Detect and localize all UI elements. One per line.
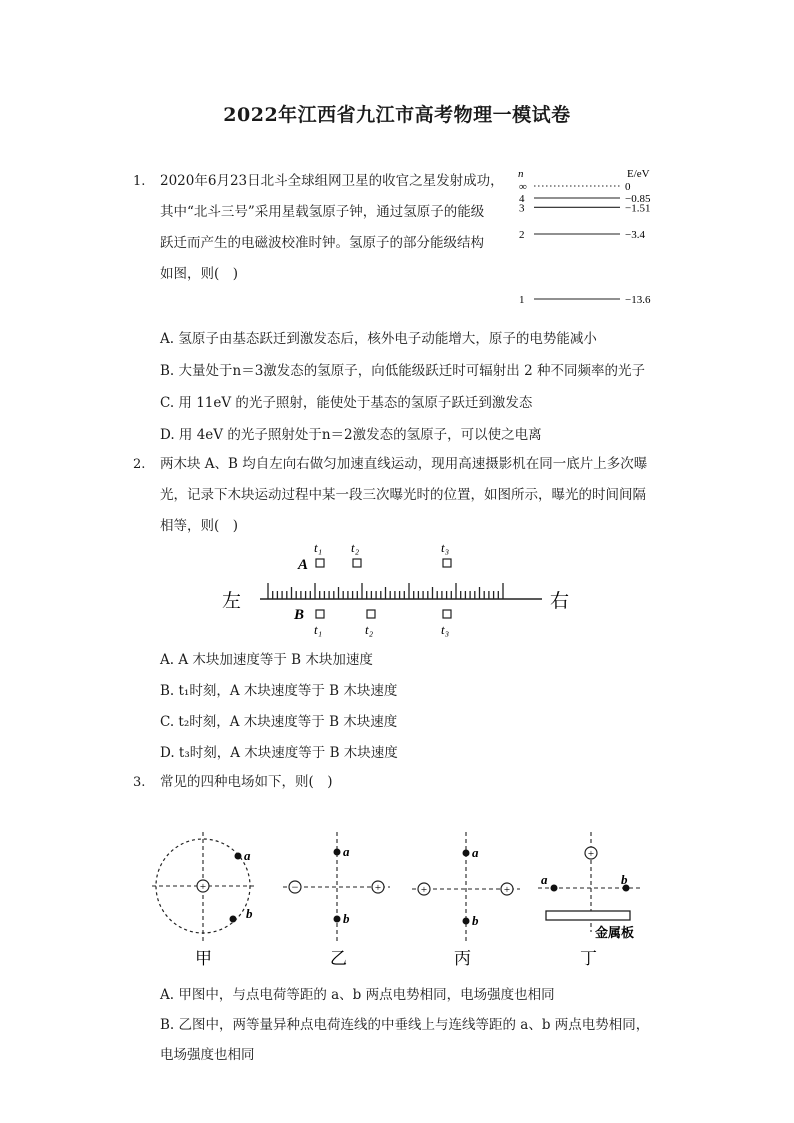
block-b-t3 bbox=[443, 610, 451, 618]
svg-text:b: b bbox=[621, 872, 628, 887]
svg-text:b: b bbox=[246, 906, 253, 921]
field-jia bbox=[152, 832, 254, 968]
question-1-option-c[interactable]: C. 用 11eV 的光子照射，能使处于基态的氢原子跃迁到激发态 bbox=[160, 395, 533, 411]
question-3-option-b[interactable]: B. 乙图中，两等量异种点电荷连线的中垂线上与连线等距的 a、b 两点电势相同， bbox=[160, 1017, 650, 1033]
block-a-t1 bbox=[316, 559, 324, 567]
question-2-option-d[interactable]: D. t₃时刻，A 木块速度等于 B 木块速度 bbox=[160, 745, 398, 761]
question-2-option-a[interactable]: A. A 木块加速度等于 B 木块加速度 bbox=[160, 652, 373, 668]
svg-text:a: a bbox=[541, 872, 548, 887]
svg-text:+: + bbox=[420, 884, 428, 896]
point-a bbox=[463, 850, 470, 857]
question-1-line-2: 其中“北斗三号”采用星载氢原子钟，通过氢原子的能级 bbox=[160, 204, 485, 220]
n-axis-label: n bbox=[518, 168, 524, 180]
point-b bbox=[230, 916, 237, 923]
level-n-label-2: 3 bbox=[519, 202, 525, 215]
block-a-t2 bbox=[353, 559, 361, 567]
question-2-option-c[interactable]: C. t₂时刻，A 木块速度等于 B 木块速度 bbox=[160, 714, 398, 730]
block-a-label: A bbox=[298, 557, 309, 573]
level-energy-label-4: −13.6 bbox=[625, 294, 651, 306]
label-a-t2: t₂ bbox=[351, 540, 360, 555]
left-label: 左 bbox=[222, 591, 242, 612]
question-1-option-d[interactable]: D. 用 4eV 的光子照射处于n＝2激发态的氢原子，可以使之电离 bbox=[160, 427, 542, 443]
label-b-t3: t₃ bbox=[441, 622, 450, 637]
point-b bbox=[334, 916, 341, 923]
energy-level-diagram bbox=[512, 166, 662, 308]
page-title: 2022年江西省九江市高考物理一模试卷 bbox=[223, 104, 571, 126]
label-a-t1: t₁ bbox=[314, 540, 323, 555]
point-b bbox=[463, 918, 470, 925]
level-n-label-3: 2 bbox=[519, 229, 525, 241]
question-3-number: 3. bbox=[133, 775, 146, 790]
question-2-number: 2. bbox=[133, 457, 146, 472]
energy-axis-label: E/eV bbox=[627, 168, 650, 180]
question-1-option-b[interactable]: B. 大量处于n＝3激发态的氢原子，向低能级跃迁时可辐射出 2 种不同频率的光子 bbox=[160, 363, 645, 379]
block-a-t3 bbox=[443, 559, 451, 567]
question-2-line-2: 光，记录下木块运动过程中某一段三次曝光时的位置，如图所示，曝光的时间间隔 bbox=[160, 487, 646, 503]
label-b-t1: t₁ bbox=[314, 622, 323, 637]
metal-plate bbox=[546, 911, 630, 920]
svg-text:+: + bbox=[587, 848, 595, 860]
point-a bbox=[551, 885, 558, 892]
label-bing: 丙 bbox=[454, 949, 471, 968]
label-ding: 丁 bbox=[580, 949, 597, 968]
svg-text:a: a bbox=[343, 844, 350, 859]
svg-text:b: b bbox=[343, 911, 350, 926]
metal-plate-label: 金属板 bbox=[595, 925, 635, 940]
block-b-label: B bbox=[294, 607, 305, 623]
point-a bbox=[334, 849, 341, 856]
level-energy-label-1: −0.85 bbox=[625, 193, 651, 205]
question-1-option-a[interactable]: A. 氢原子由基态跃迁到激发态后，核外电子动能增大，原子的电势能减小 bbox=[160, 331, 597, 347]
label-b-t2: t₂ bbox=[365, 622, 374, 637]
block-b-t2 bbox=[367, 610, 375, 618]
field-yi bbox=[283, 832, 390, 968]
question-3-option-a[interactable]: A. 甲图中，与点电荷等距的 a、b 两点电势相同，电场强度也相同 bbox=[160, 987, 555, 1003]
level-energy-label-2: −1.51 bbox=[625, 202, 651, 215]
block-b-t1 bbox=[316, 610, 324, 618]
right-label: 右 bbox=[550, 591, 570, 612]
question-2-option-b[interactable]: B. t₁时刻，A 木块速度等于 B 木块速度 bbox=[160, 683, 398, 699]
level-n-label-4: 1 bbox=[519, 294, 525, 306]
svg-text:−: − bbox=[291, 880, 299, 894]
question-1-line-3: 跃迁而产生的电磁波校准时钟。氢原子的部分能级结构 bbox=[160, 235, 484, 251]
field-ding bbox=[538, 832, 640, 968]
question-2-line-3: 相等，则( ) bbox=[160, 518, 239, 534]
label-a-t3: t₃ bbox=[441, 540, 450, 555]
question-1-line-1: 2020年6月23日北斗全球组网卫星的收官之星发射成功， bbox=[160, 173, 504, 189]
field-bing bbox=[412, 832, 520, 968]
svg-text:+: + bbox=[374, 882, 382, 894]
label-yi: 乙 bbox=[330, 949, 347, 968]
ruler-ticks bbox=[268, 583, 503, 599]
svg-text:a: a bbox=[472, 845, 479, 860]
level-n-label-0: ∞ bbox=[519, 181, 527, 193]
question-2-line-1: 两木块 A、B 均自左向右做匀加速直线运动，现用高速摄影机在同一底片上多次曝 bbox=[160, 456, 648, 472]
question-3-option-b-continued: 电场强度也相同 bbox=[160, 1047, 255, 1063]
level-energy-label-3: −3.4 bbox=[625, 229, 645, 241]
exposure-diagram bbox=[210, 538, 590, 638]
svg-text:b: b bbox=[472, 913, 479, 928]
electric-field-diagrams bbox=[140, 820, 660, 972]
question-1-line-4: 如图，则( ) bbox=[160, 266, 239, 282]
svg-text:+: + bbox=[199, 881, 207, 893]
question-1-number: 1. bbox=[133, 174, 146, 189]
level-energy-label-0: 0 bbox=[625, 181, 631, 193]
svg-text:a: a bbox=[244, 848, 251, 863]
point-a bbox=[235, 853, 242, 860]
svg-text:+: + bbox=[503, 884, 511, 896]
label-jia: 甲 bbox=[195, 949, 212, 968]
question-3-line-1: 常见的四种电场如下，则( ) bbox=[160, 774, 333, 790]
level-n-label-1: 4 bbox=[519, 193, 525, 205]
